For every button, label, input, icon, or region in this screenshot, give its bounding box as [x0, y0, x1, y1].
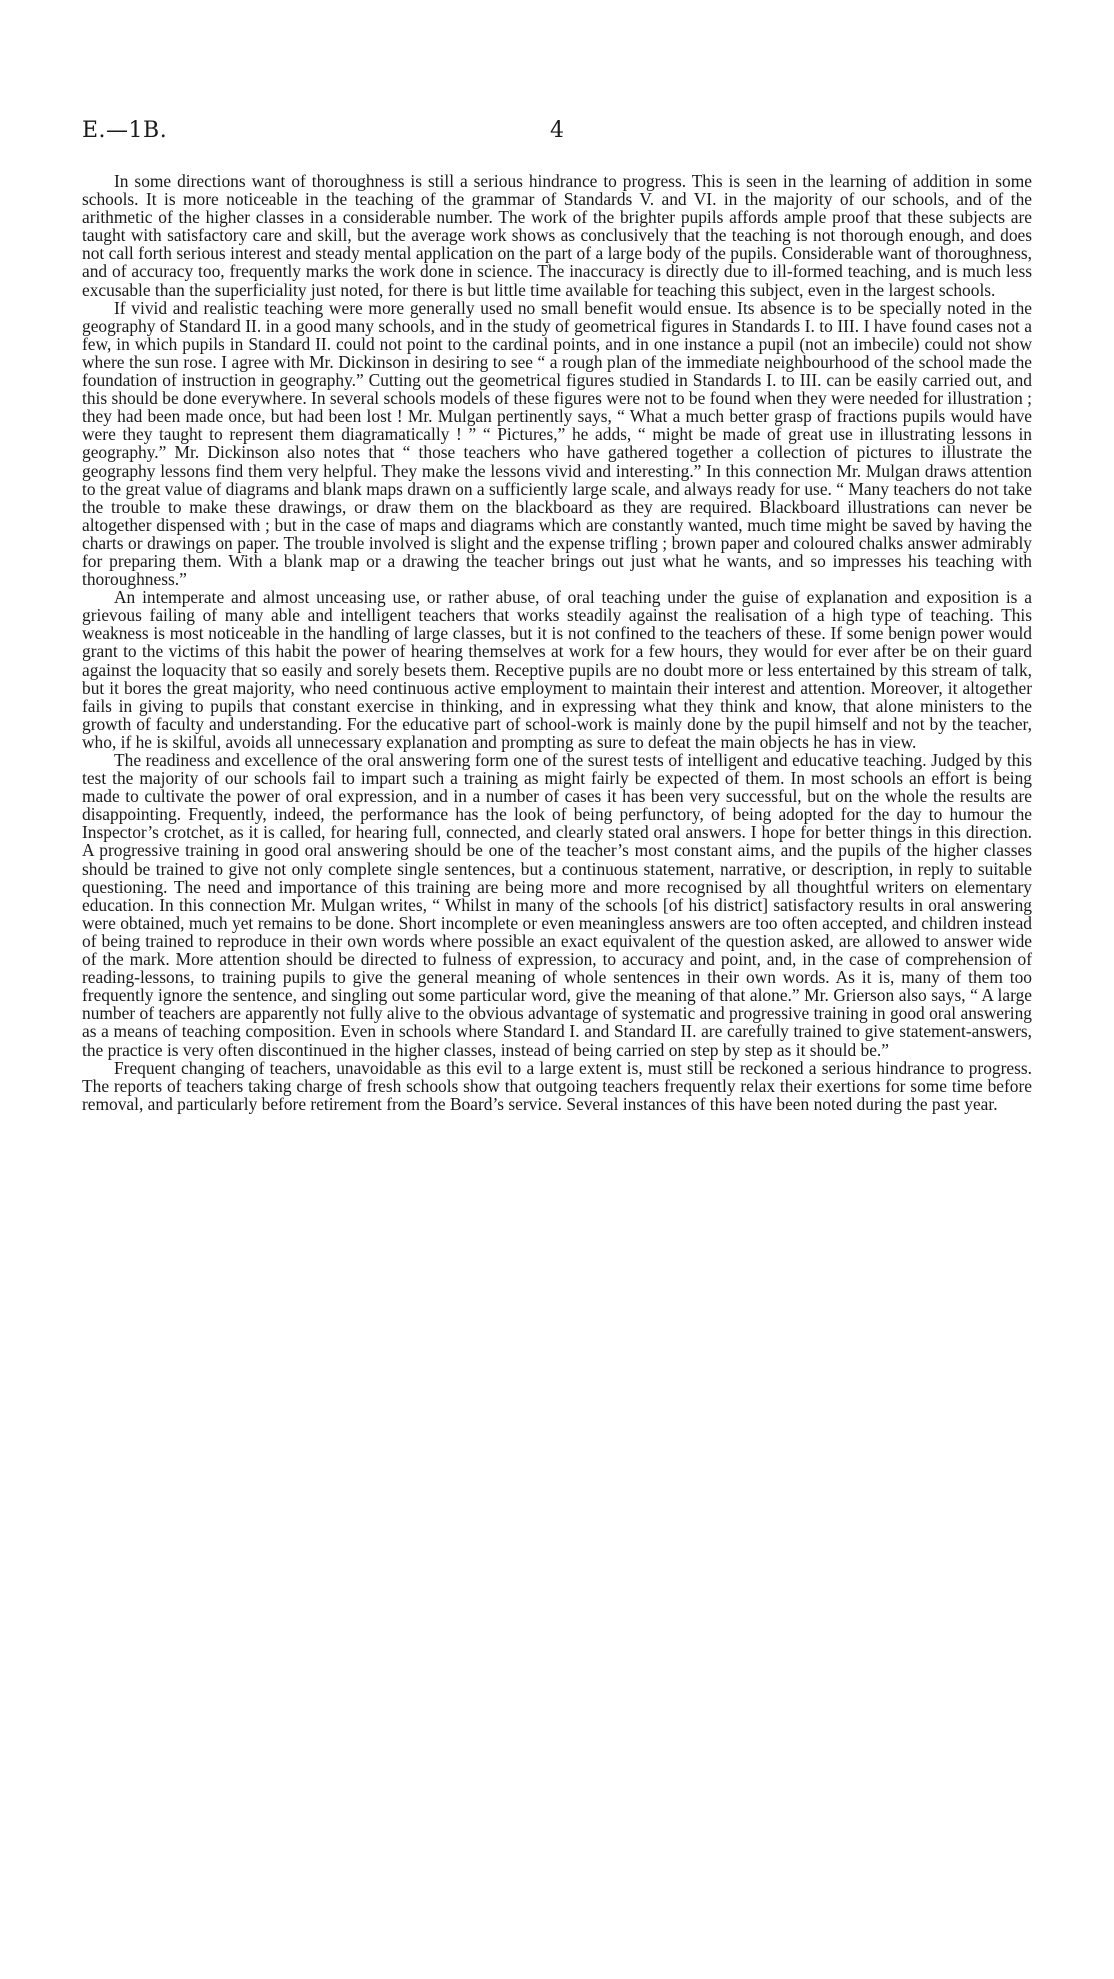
page-number: 4: [550, 118, 564, 143]
paragraph-oral-teaching: An intemperate and almost unceasing use, or rather abuse, of oral teaching under the guise of explanation and exposition is a grievous failing of many able and intelligent teachers that works steadily against the realisation of a high type of teaching. This weakness is most noticeable in the handling of large classes, but it is not confined to the teachers of these. If some benign power would grant to the victims of this habit the power of hearing themselves at work for a few hours, they would for ever after be on their guard against the loquacity that so easily and sorely besets them. Receptive pupils are no doubt more or less entertained by this stream of talk, but it bores the great majority, who need continuous active employment to maintain their interest and attention. Moreover, it altogether fails in giving to pupils that constant exercise in thinking, and in expressing what they think and know, that alone ministers to the growth of faculty and understanding. For the educative part of school-work is mainly done by the pupil himself and not by the teacher, who, if he is skilful, avoids all unnecessary explanation and prompting as sure to defeat the main objects he has in view.: [82, 587, 1032, 752]
paragraph-thoroughness: In some directions want of thoroughness is still a serious hindrance to progress. This is seen in the learning of addition in some schools. It is more noticeable in the teaching of the grammar of Standards V. and VI. in the majority of our schools, and of the arithmetic of the higher classes in a considerable number. The work of the brighter pupils affords ample proof that these subjects are taught with satisfactory care and skill, but the average work shows as conclusively that the teaching is not thorough enough, and does not call forth serious interest and steady mental application on the part of a large body of the pupils. Considerable want of thoroughness, and of accuracy too, frequently marks the work done in science. The inaccuracy is directly due to ill-formed teaching, and is much less excusable than the superficiality just noted, for there is but little time available for teaching this subject, even in the largest schools.: [82, 171, 1032, 300]
paragraph-changing-teachers: Frequent changing of teachers, unavoidable as this evil to a large extent is, must still be reckoned a serious hindrance to progress. The reports of teachers taking charge of fresh schools show that outgoing teachers frequently relax their exertions for some time before removal, and particularly before retirement from the Board’s service. Several instances of this have been noted during the past year.: [82, 1057, 1032, 1114]
report-body: [82, 172, 1032, 1113]
paragraph-oral-answering: The readiness and excellence of the oral answering form one of the surest tests of intelligent and educative teaching. Judged by this test the majority of our schools fail to impart such a training as might fairly be expected of them. In most schools an effort is being made to cultivate the power of oral expression, and in a number of cases it has been very successful, but on the whole the results are disappointing. Frequently, indeed, the performance has the look of being perfunctory, of being adopted for the day to humour the Inspector’s crotchet, as it is called, for hearing full, connected, and clearly stated oral answers. I hope for better things in this direction. A progressive training in good oral answering should be one of the teacher’s most constant aims, and the pupils of the higher classes should be trained to give not only complete single sentences, but a continuous statement, narrative, or description, in reply to suitable questioning. The need and importance of this training are being more and more recognised by all thoughtful writers on elementary education. In this connection Mr. Mulgan writes, “ Whilst in many of the schools [of his district] satisfactory results in oral answering were obtained, much yet remains to be done. Short incomplete or even meaningless answers are too often accepted, and children instead of being trained to reproduce in their own words where possible an exact equivalent of the question asked, are allowed to answer wide of the mark. More attention should be directed to fulness of expression, to accuracy and point, and, in the case of comprehension of reading-lessons, to training pupils to give the general meaning of whole sentences in their own words. As it is, many of them too frequently ignore the sentence, and singling out some particular word, give the meaning of that alone.” Mr. Grierson also says, “ A large number of teachers are apparently not fully alive to the obvious advantage of systematic and progressive training in good oral answering as a means of teaching composition. Even in schools where Standard I. and Standard II. are carefully trained to give statement-answers, the practice is very often discontinued in the higher classes, instead of being carried on step by step as it should be.”: [82, 750, 1032, 1060]
document-reference: E.—1B.: [82, 118, 168, 143]
paragraph-realistic-teaching: If vivid and realistic teaching were more generally used no small benefit would ensue. Its absence is to be specially noted in the geography of Standard II. in a good many schools, and in the study of geometrical figures in Standards I. to III. I have found cases not a few, in which pupils in Standard II. could not point to the cardinal points, and in one instance a pupil (not an imbecile) could not show where the sun rose. I agree with Mr. Dickinson in desiring to see “ a rough plan of the immediate neighbourhood of the school made the foundation of instruction in geography.” Cutting out the geometrical figures studied in Standards I. to III. can be easily carried out, and this should be done everywhere. In several schools models of these figures were not to be found when they were needed for illustration ; they had been made once, but had been lost ! Mr. Mulgan pertinently says, “ What a much better grasp of fractions pupils would have were they taught to represent them diagramatically ! ” “ Pictures,” he adds, “ might be made of great use in illustrating lessons in geography.” Mr. Dickinson also notes that “ those teachers who have gathered together a collection of pictures to illustrate the geography lessons find them very helpful. They make the lessons vivid and interesting.” In this connection Mr. Mulgan draws attention to the great value of diagrams and blank maps drawn on a sufficiently large scale, and always ready for use. “ Many teachers do not take the trouble to make these drawings, or draw them on the blackboard as they are required. Blackboard illustrations can never be altogether dispensed with ; but in the case of maps and diagrams which are constantly wanted, much time might be saved by having the charts or drawings on paper. The trouble involved is slight and the expense trifling ; brown paper and coloured chalks answer admirably for preparing them. With a blank map or a drawing the teacher brings out just what he wants, and so impresses his teaching with thoroughness.”: [82, 297, 1032, 590]
page-header: [82, 118, 1032, 148]
